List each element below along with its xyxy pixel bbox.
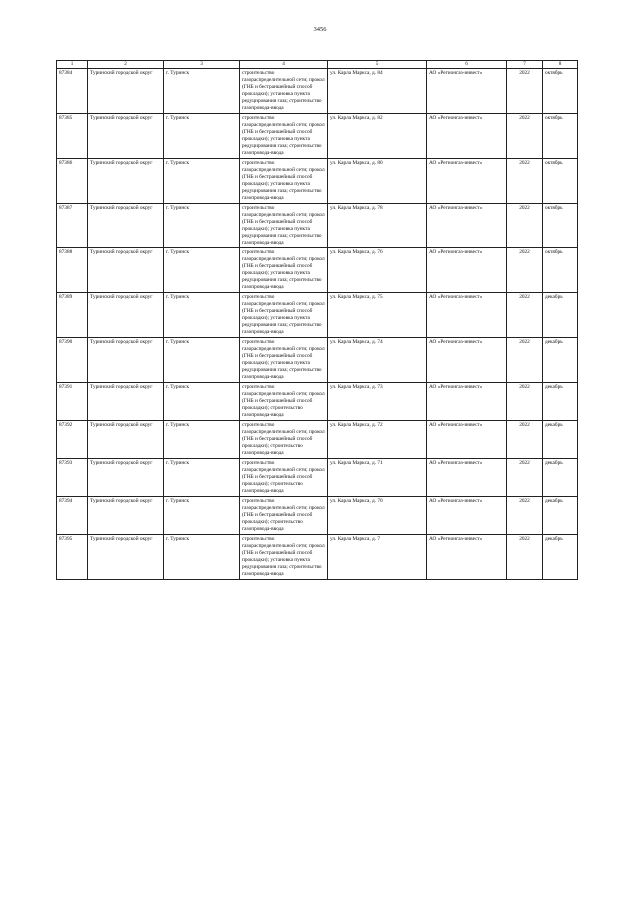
cell-locality: г. Туринск [164, 534, 240, 579]
cell-district: Туринский городской округ [88, 203, 164, 248]
table-row [57, 534, 578, 579]
cell-id: 87389 [57, 293, 88, 338]
header-row [57, 61, 578, 69]
table-row [57, 113, 578, 158]
cell-work-type: строительство газораспределительной сети; прокол (ГНБ и бестраншейный способ прокладки); установка пункта редуцирования газа; строительство газопровода-ввода [240, 293, 328, 338]
cell-district: Туринский городской округ [88, 248, 164, 293]
cell-address: ул. Карла Маркса, д. 71 [328, 459, 427, 497]
cell-district: Туринский городской округ [88, 496, 164, 534]
cell-month: декабрь [543, 459, 578, 497]
cell-year: 2022 [507, 421, 543, 459]
cell-work-type: строительство газораспределительной сети; прокол (ГНБ и бестраншейный способ прокладки); установка пункта редуцирования газа; строительство газопровода-ввода [240, 68, 328, 113]
cell-locality: г. Туринск [164, 158, 240, 203]
cell-district: Туринский городской округ [88, 383, 164, 421]
cell-district: Туринский городской округ [88, 459, 164, 497]
cell-month: октябрь [543, 203, 578, 248]
cell-id: 87386 [57, 158, 88, 203]
cell-id: 87394 [57, 496, 88, 534]
table-row [57, 338, 578, 383]
cell-year: 2022 [507, 496, 543, 534]
cell-work-type: строительство газораспределительной сети; прокол (ГНБ и бестраншейный способ прокладки); строительство газопровода-ввода [240, 459, 328, 497]
cell-work-type: строительство газораспределительной сети; прокол (ГНБ и бестраншейный способ прокладки); установка пункта редуцирования газа; строительство газопровода-ввода [240, 338, 328, 383]
cell-locality: г. Туринск [164, 338, 240, 383]
cell-year: 2022 [507, 383, 543, 421]
cell-month: декабрь [543, 338, 578, 383]
cell-work-type: строительство газораспределительной сети; прокол (ГНБ и бестраншейный способ прокладки); строительство газопровода-ввода [240, 383, 328, 421]
table-row [57, 383, 578, 421]
table-row [57, 248, 578, 293]
page-number: 3456 [313, 26, 327, 33]
cell-address: ул. Карла Маркса, д. 76 [328, 248, 427, 293]
cell-organization: АО «Регионгаз-инвест» [427, 459, 507, 497]
cell-organization: АО «Регионгаз-инвест» [427, 338, 507, 383]
cell-id: 87388 [57, 248, 88, 293]
table-row [57, 293, 578, 338]
cell-year: 2022 [507, 158, 543, 203]
cell-address: ул. Карла Маркса, д. 78 [328, 203, 427, 248]
cell-address: ул. Карла Маркса, д. 7 [328, 534, 427, 579]
cell-organization: АО «Регионгаз-инвест» [427, 68, 507, 113]
cell-organization: АО «Регионгаз-инвест» [427, 248, 507, 293]
table-row [57, 68, 578, 113]
cell-work-type: строительство газораспределительной сети; прокол (ГНБ и бестраншейный способ прокладки); установка пункта редуцирования газа; строительство газопровода-ввода [240, 248, 328, 293]
cell-id: 87387 [57, 203, 88, 248]
cell-year: 2022 [507, 248, 543, 293]
cell-work-type: строительство газораспределительной сети; прокол (ГНБ и бестраншейный способ прокладки); установка пункта редуцирования газа; строительство газопровода-ввода [240, 203, 328, 248]
cell-address: ул. Карла Маркса, д. 80 [328, 158, 427, 203]
cell-organization: АО «Регионгаз-инвест» [427, 496, 507, 534]
cell-address: ул. Карла Маркса, д. 72 [328, 421, 427, 459]
cell-month: декабрь [543, 383, 578, 421]
cell-work-type: строительство газораспределительной сети; прокол (ГНБ и бестраншейный способ прокладки); установка пункта редуцирования газа; строительство газопровода-ввода [240, 158, 328, 203]
column-header: 4 [240, 61, 328, 69]
cell-address: ул. Карла Маркса, д. 73 [328, 383, 427, 421]
cell-locality: г. Туринск [164, 248, 240, 293]
cell-locality: г. Туринск [164, 459, 240, 497]
cell-work-type: строительство газораспределительной сети; прокол (ГНБ и бестраншейный способ прокладки); установка пункта редуцирования газа; строительство газопровода-ввода [240, 534, 328, 579]
cell-district: Туринский городской округ [88, 421, 164, 459]
cell-address: ул. Карла Маркса, д. 70 [328, 496, 427, 534]
cell-address: ул. Карла Маркса, д. 74 [328, 338, 427, 383]
cell-year: 2022 [507, 113, 543, 158]
cell-district: Туринский городской округ [88, 293, 164, 338]
cell-locality: г. Туринск [164, 68, 240, 113]
cell-id: 87393 [57, 459, 88, 497]
cell-id: 87384 [57, 68, 88, 113]
cell-organization: АО «Регионгаз-инвест» [427, 293, 507, 338]
cell-locality: г. Туринск [164, 421, 240, 459]
cell-district: Туринский городской округ [88, 113, 164, 158]
column-header: 8 [543, 61, 578, 69]
cell-year: 2022 [507, 68, 543, 113]
cell-locality: г. Туринск [164, 293, 240, 338]
cell-work-type: строительство газораспределительной сети; прокол (ГНБ и бестраншейный способ прокладки); строительство газопровода-ввода [240, 421, 328, 459]
cell-district: Туринский городской округ [88, 338, 164, 383]
cell-id: 87395 [57, 534, 88, 579]
cell-year: 2022 [507, 459, 543, 497]
cell-month: октябрь [543, 158, 578, 203]
cell-locality: г. Туринск [164, 383, 240, 421]
cell-address: ул. Карла Маркса, д. 82 [328, 113, 427, 158]
cell-month: октябрь [543, 248, 578, 293]
column-header: 6 [427, 61, 507, 69]
cell-organization: АО «Регионгаз-инвест» [427, 113, 507, 158]
cell-work-type: строительство газораспределительной сети; прокол (ГНБ и бестраншейный способ прокладки); установка пункта редуцирования газа; строительство газопровода-ввода [240, 113, 328, 158]
cell-organization: АО «Регионгаз-инвест» [427, 534, 507, 579]
cell-year: 2022 [507, 534, 543, 579]
cell-id: 87391 [57, 383, 88, 421]
cell-address: ул. Карла Маркса, д. 84 [328, 68, 427, 113]
cell-id: 87385 [57, 113, 88, 158]
cell-work-type: строительство газораспределительной сети; прокол (ГНБ и бестраншейный способ прокладки); строительство газопровода-ввода [240, 496, 328, 534]
cell-organization: АО «Регионгаз-инвест» [427, 203, 507, 248]
cell-year: 2022 [507, 293, 543, 338]
table-row [57, 203, 578, 248]
cell-year: 2022 [507, 203, 543, 248]
table-row [57, 421, 578, 459]
table-row [57, 496, 578, 534]
cell-id: 87392 [57, 421, 88, 459]
column-header: 1 [57, 61, 88, 69]
cell-organization: АО «Регионгаз-инвест» [427, 421, 507, 459]
table-body [57, 68, 578, 579]
cell-month: декабрь [543, 496, 578, 534]
cell-organization: АО «Регионгаз-инвест» [427, 383, 507, 421]
table-header [57, 61, 578, 69]
table-row [57, 158, 578, 203]
table-row [57, 459, 578, 497]
column-header: 7 [507, 61, 543, 69]
cell-locality: г. Туринск [164, 496, 240, 534]
cell-month: декабрь [543, 534, 578, 579]
cell-district: Туринский городской округ [88, 68, 164, 113]
cell-month: октябрь [543, 113, 578, 158]
cell-locality: г. Туринск [164, 113, 240, 158]
cell-district: Туринский городской округ [88, 534, 164, 579]
cell-address: ул. Карла Маркса, д. 75 [328, 293, 427, 338]
cell-locality: г. Туринск [164, 203, 240, 248]
cell-month: октябрь [543, 68, 578, 113]
cell-id: 87390 [57, 338, 88, 383]
cell-district: Туринский городской округ [88, 158, 164, 203]
column-header: 5 [328, 61, 427, 69]
column-header: 3 [164, 61, 240, 69]
register-table [56, 60, 578, 580]
cell-year: 2022 [507, 338, 543, 383]
cell-month: декабрь [543, 293, 578, 338]
cell-month: декабрь [543, 421, 578, 459]
column-header: 2 [88, 61, 164, 69]
cell-organization: АО «Регионгаз-инвест» [427, 158, 507, 203]
